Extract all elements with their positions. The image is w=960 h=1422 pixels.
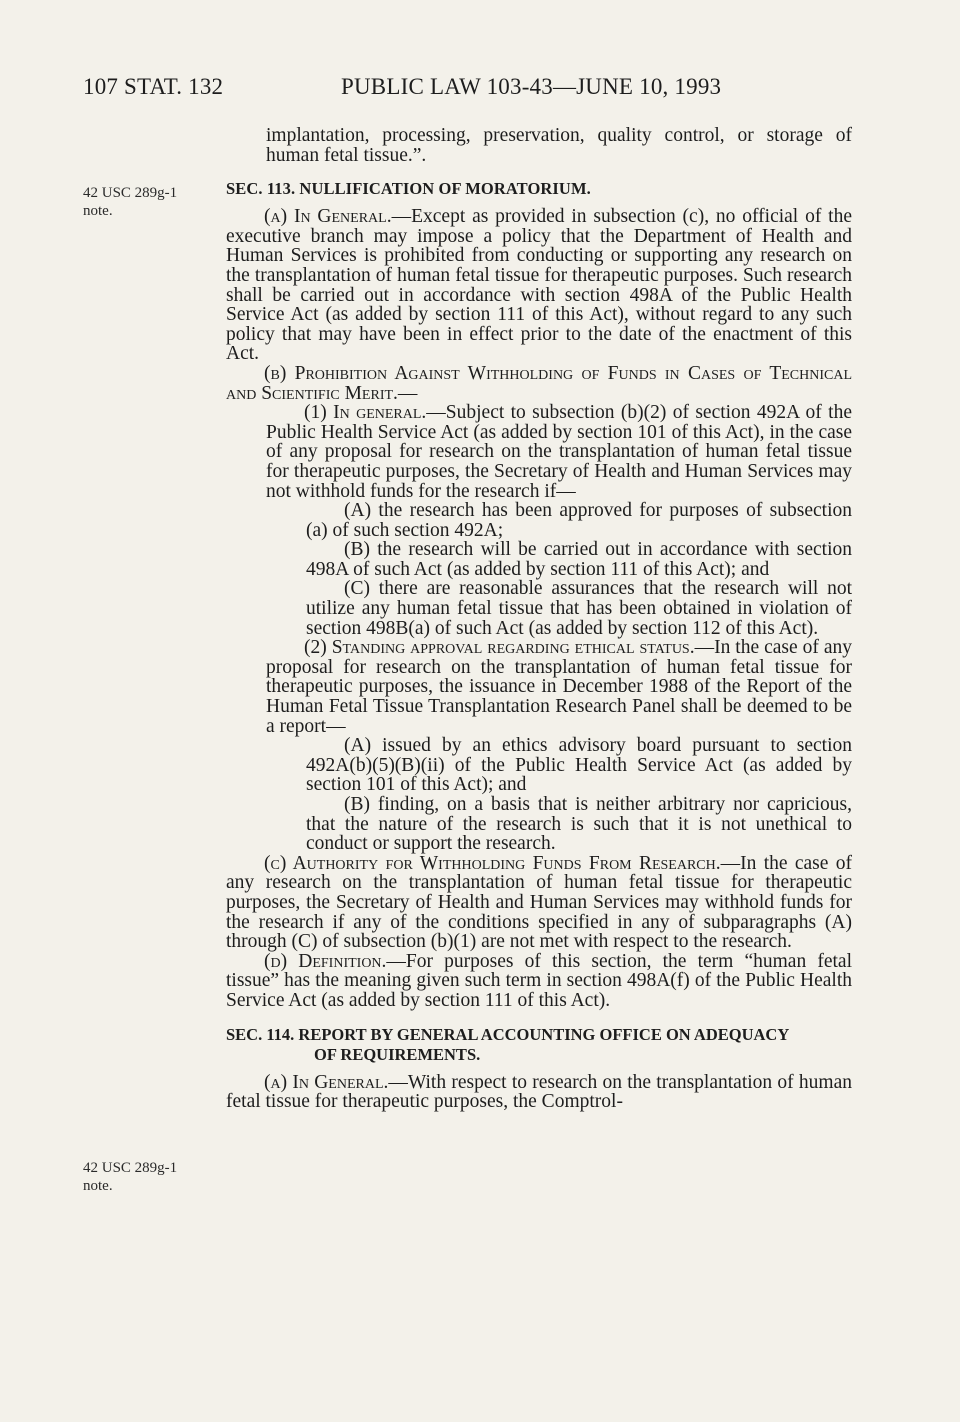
section-114-heading [226,1025,852,1065]
margin-note-label: note. [83,203,113,219]
margin-note-sec113 [83,184,213,220]
paragraph-text: In the case of any proposal for research on the transplantation of human fetal tissue for therapeutic purposes, the issuance in December 1988 of the Report of the Human Fetal Tissue Transplantation Research Panel shall be deemed to be a report— [266,637,852,737]
margin-note-label: note. [83,1178,113,1194]
section-113-b2 [226,638,852,736]
section-113-subsection-c [226,854,852,952]
page-header [83,74,883,108]
section-113-subsection-b-heading: (b) Prohibition Against Withholding of Funds in Cases of Technical and Scientific Merit.— [226,362,852,404]
paragraph-heading: (2) Standing approval regarding ethical status.— [304,637,715,659]
subsection-heading: (d) Definition.— [264,950,406,972]
section-113-heading: SEC. 113. NULLIFICATION OF MORATORIUM. [226,179,591,199]
subsection-text: For purposes of this section, the term “human fetal tissue” has the meaning given such term in section 498A(f) of the Public Health Service Act (as added by section 111 of this Act). [226,950,852,1011]
section-113-b1 [226,403,852,501]
section-114-subsection-a [226,1073,852,1112]
section-heading-line: SEC. 114. REPORT BY GENERAL ACCOUNTING OFFICE ON ADEQUACY [226,1024,790,1044]
section-113-b1-C: (C) there are reasonable assurances that the research will not utilize any human fetal tissue that has been obtained in violation of section 498B(a) of such Act (as added by section 112 of this Act). [306,578,852,639]
section-heading-line: OF REQUIREMENTS. [314,1044,481,1064]
paragraph-heading: (1) In general.— [304,402,446,424]
section-113-b2-A: (A) issued by an ethics advisory board pursuant to section 492A(b)(5)(B)(ii) of the Public Health Service Act (as added by section 101 of this Act); and [306,735,852,796]
law-title: PUBLIC LAW 103-43—JUNE 10, 1993 [341,74,722,99]
subsection-text: Except as provided in subsection (c), no official of the executive branch may impose a policy that the Department of Health and Human Services is prohibited from conducting or supporting any research on the transplantation of human fetal tissue for therapeutic purposes. Such research shall be carried out in accordance with section 498A of the Public Health Service Act (as added by section 111 of this Act), without regard to any such policy that may have been in effect prior to the date of the enactment of this Act. [226,206,852,365]
margin-note-sec114 [83,1159,213,1195]
paragraph-text: Subject to subsection (b)(2) of section 492A of the Public Health Service Act (as added by section 101 of this Act), in the case of any proposal for research on the transplantation of human fetal tissue for therapeutic purposes, the Secretary of Health and Human Services may not withhold funds for the research if— [266,402,852,502]
margin-note-citation: 42 USC 289g-1 [83,1160,178,1176]
statute-body [226,126,852,1112]
section-113-b1-A: (A) the research has been approved for purposes of subsection (a) of such section 492A; [306,500,852,541]
continuation-text: implantation, processing, preservation, quality control, or storage of human fetal tissue.”. [266,125,852,166]
subsection-text: With respect to research on the transplantation of human fetal tissue for therapeutic purposes, the Comptrol- [226,1071,852,1113]
page-reference: 107 STAT. 132 [83,74,224,99]
margin-note-citation: 42 USC 289g-1 [83,185,178,201]
section-113-subsection-d [226,952,852,1011]
subsection-heading: (c) Authority for Withholding Funds From Research.— [264,852,741,874]
section-113-subsection-a [226,207,852,364]
section-113-b1-B: (B) the research will be carried out in accordance with section 498A of such Act (as added by section 111 of this Act); and [306,539,852,580]
subsection-text: In the case of any research on the transplantation of human fetal tissue for therapeutic purposes, the Secretary of Health and Human Services may withhold funds for the research if any of the conditions specified in any of subparagraphs (A) through (C) of subsection (b)(1) are not met with respect to the research. [226,852,852,953]
subsection-heading: (a) In General.— [264,206,412,228]
subsection-heading: (a) In General.— [264,1071,408,1093]
section-113-b2-B: (B) finding, on a basis that is neither arbitrary nor capricious, that the nature of the research is such that it is not unethical to conduct or support the research. [306,794,852,855]
